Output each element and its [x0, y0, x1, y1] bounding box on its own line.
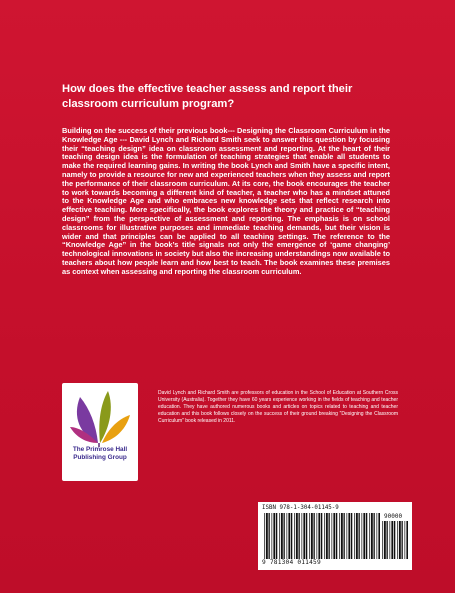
barcode-bar [284, 513, 285, 559]
barcode-addon-bars [382, 521, 408, 559]
blurb-text: Building on the success of their previous book--- Designing the Classroom Curriculum in the Knowledge Age --- David Lynch and Richard Smith seek to answer this question by focusing their “teaching design” idea on classroom assessment and reporting. At the heart of their teaching design idea is the formulation of teaching strategies that enable all students to make the required learning gains. In writing the book Lynch and Smith have a specific intent, namely to provide a resource for new and experienced teachers when they assess and report the performance of their classroom curriculum. At its core, the book encourages the teacher to work towards becoming a different kind of teacher, a teacher who has a mindset attuned to the Knowledge Age and who embraces new knowledge sets that reflect research into effective teaching. More specifically, the book explores the theory and practice of “teaching design” from the perspective of assessment and reporting. The emphasis is on school classrooms for illustrative purposes and immediate teaching demands, but their vision is wider and that principles can be applied to all teaching settings. The reference to the “Knowledge Age” in the book’s title signals not only the emergence of ‘game changing’ technological innovations in society but also the increasing understandings now available to teachers about how people learn and how best to teach. The book examines these premises as context when assessing and reporting the classroom curriculum. [62, 126, 390, 276]
barcode-bar [294, 513, 295, 559]
barcode-bar [387, 521, 388, 559]
barcode-bar [371, 513, 373, 559]
barcode-bar [354, 513, 355, 559]
barcode-bar [391, 521, 393, 559]
barcode-bar [382, 521, 383, 559]
barcode-bar [339, 513, 340, 559]
barcode-bar [402, 521, 403, 559]
barcode-bar [399, 521, 401, 559]
barcode-digits: 9 781304 011459 [262, 559, 321, 566]
publisher-name [62, 446, 138, 462]
barcode-bar [351, 513, 352, 559]
barcode-bar [356, 513, 358, 559]
authors-note: David Lynch and Richard Smith are professors of education in the School of Education at Southern Cross University (Australia). Together they have 60 years experience working in the fields of teaching and teacher education. They have authored numerous books and articles on topics related to teaching and teacher education and this book follows closely on the success of their ground breaking “Designing the Classroom Curriculum” book released in 2011. [158, 390, 398, 424]
barcode-bar [397, 521, 398, 559]
barcode-bar [374, 513, 375, 559]
barcode-bar [288, 513, 290, 559]
barcode-bars [264, 513, 380, 559]
barcode-bar [318, 513, 320, 559]
barcode-bar [366, 513, 367, 559]
barcode-bar [333, 513, 335, 559]
barcode-bar [347, 513, 348, 559]
barcode-bar [309, 513, 310, 559]
barcode-bar [314, 513, 315, 559]
publisher-name-line1: The Primrose Hall [72, 446, 128, 453]
barcode-bar [299, 513, 300, 559]
barcode-bar [326, 513, 328, 559]
barcode-bar [272, 513, 273, 559]
barcode-bar [273, 513, 275, 559]
barcode-bar [384, 521, 386, 559]
isbn-label: ISBN 978-1-304-01145-9 [262, 505, 339, 511]
barcode-bar [306, 513, 307, 559]
barcode-bar [264, 513, 265, 559]
barcode-bar [266, 513, 268, 559]
barcode-bar [321, 513, 322, 559]
barcode-bar [377, 513, 378, 559]
headline: How does the effective teacher assess and report their classroom curriculum program? [62, 83, 353, 110]
barcode-bar [324, 513, 325, 559]
barcode-bar [405, 521, 406, 559]
barcode-bar [311, 513, 313, 559]
barcode-bar [344, 513, 345, 559]
barcode-bar [378, 513, 380, 559]
barcode-bar [348, 513, 350, 559]
barcode-bar [317, 513, 318, 559]
barcode-bar [359, 513, 360, 559]
flower-logo-icon [62, 383, 138, 481]
barcode-bar [369, 513, 370, 559]
barcode-bar [302, 513, 303, 559]
barcode-bar [363, 513, 365, 559]
barcode-bar [303, 513, 305, 559]
barcode-bar [341, 513, 343, 559]
barcode-bar [276, 513, 277, 559]
barcode-bar [287, 513, 288, 559]
barcode-bar [329, 513, 330, 559]
barcode-bar [406, 521, 408, 559]
barcode-bar [394, 521, 395, 559]
barcode-bar [332, 513, 333, 559]
barcode-bar [296, 513, 298, 559]
barcode-bar [269, 513, 270, 559]
barcode-bar [362, 513, 363, 559]
barcode-bar [336, 513, 337, 559]
barcode-bar [281, 513, 283, 559]
price-code: 90000 [384, 513, 403, 520]
barcode-bar [390, 521, 391, 559]
barcode-bar [291, 513, 292, 559]
isbn-barcode [258, 502, 412, 570]
publisher-logo [62, 383, 138, 481]
barcode-bar [279, 513, 280, 559]
publisher-name-line2: Publishing Group [73, 454, 127, 461]
